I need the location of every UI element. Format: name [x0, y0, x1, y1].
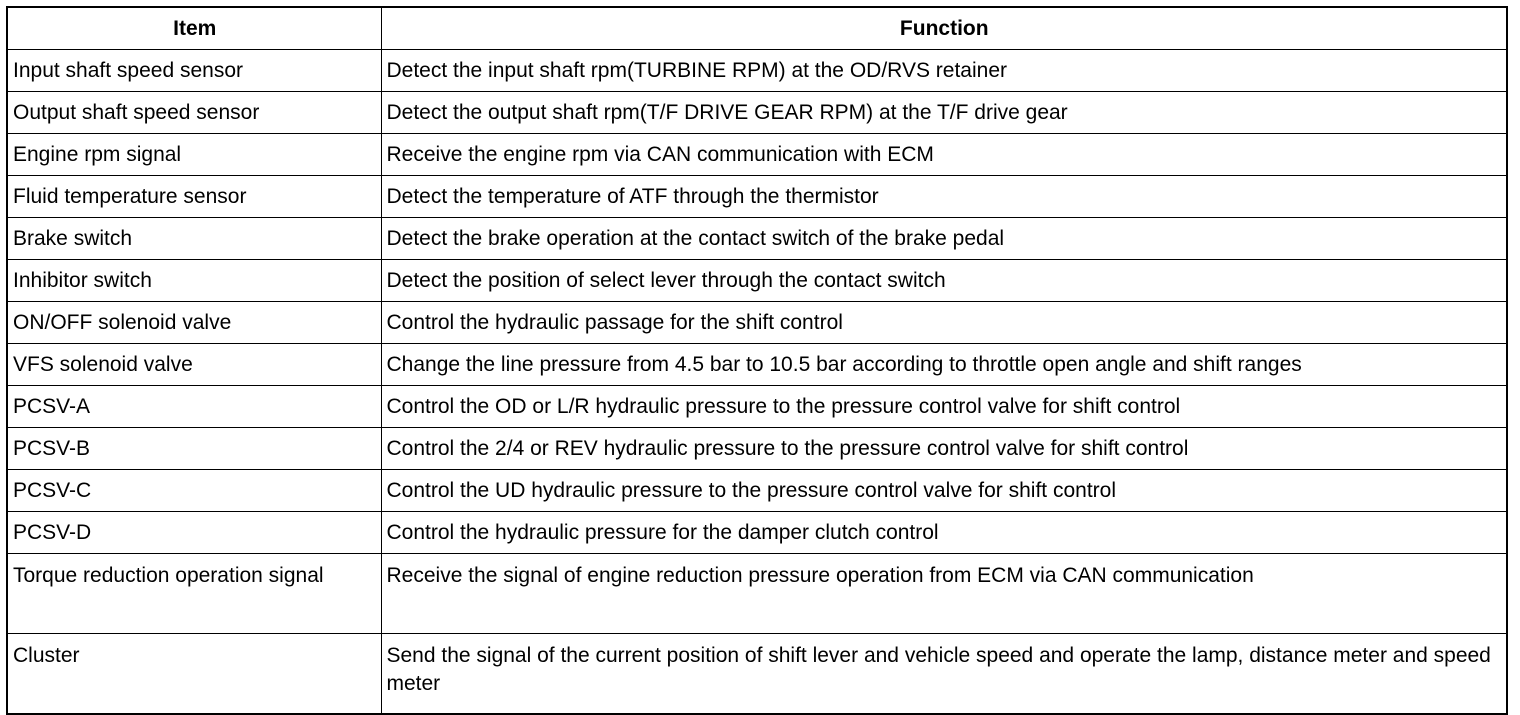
header-item: Item: [7, 7, 381, 50]
item-cell: VFS solenoid valve: [7, 344, 381, 386]
table-row: [7, 260, 1507, 302]
item-cell: Torque reduction operation signal: [7, 554, 381, 634]
header-row: [7, 7, 1507, 50]
table-row: [7, 470, 1507, 512]
function-cell: Detect the temperature of ATF through the thermistor: [381, 176, 1507, 218]
function-table: [6, 6, 1508, 715]
table-row: [7, 634, 1507, 715]
function-cell: Control the hydraulic passage for the shift control: [381, 302, 1507, 344]
item-cell: Output shaft speed sensor: [7, 92, 381, 134]
item-cell: PCSV-D: [7, 512, 381, 554]
table-row: [7, 554, 1507, 634]
table-row: [7, 428, 1507, 470]
table-row: [7, 92, 1507, 134]
table-row: [7, 134, 1507, 176]
function-cell: Detect the input shaft rpm(TURBINE RPM) at the OD/RVS retainer: [381, 50, 1507, 92]
item-cell: PCSV-C: [7, 470, 381, 512]
item-cell: Cluster: [7, 634, 381, 715]
table-row: [7, 218, 1507, 260]
item-cell: Fluid temperature sensor: [7, 176, 381, 218]
item-cell: Input shaft speed sensor: [7, 50, 381, 92]
item-cell: Engine rpm signal: [7, 134, 381, 176]
table-row: [7, 302, 1507, 344]
table-row: [7, 50, 1507, 92]
item-cell: ON/OFF solenoid valve: [7, 302, 381, 344]
item-cell: PCSV-A: [7, 386, 381, 428]
function-cell: Change the line pressure from 4.5 bar to 10.5 bar according to throttle open angle and shift ranges: [381, 344, 1507, 386]
table-row: [7, 386, 1507, 428]
table-row: [7, 176, 1507, 218]
table-row: [7, 344, 1507, 386]
function-cell: Detect the position of select lever through the contact switch: [381, 260, 1507, 302]
function-cell: Receive the signal of engine reduction pressure operation from ECM via CAN communication: [381, 554, 1507, 634]
function-cell: Receive the engine rpm via CAN communication with ECM: [381, 134, 1507, 176]
function-cell: Send the signal of the current position of shift lever and vehicle speed and operate the lamp, distance meter and speed meter: [381, 634, 1507, 715]
item-cell: Inhibitor switch: [7, 260, 381, 302]
function-cell: Control the OD or L/R hydraulic pressure to the pressure control valve for shift control: [381, 386, 1507, 428]
function-cell: Detect the output shaft rpm(T/F DRIVE GEAR RPM) at the T/F drive gear: [381, 92, 1507, 134]
function-cell: Detect the brake operation at the contact switch of the brake pedal: [381, 218, 1507, 260]
function-cell: Control the hydraulic pressure for the damper clutch control: [381, 512, 1507, 554]
item-cell: PCSV-B: [7, 428, 381, 470]
function-cell: Control the UD hydraulic pressure to the pressure control valve for shift control: [381, 470, 1507, 512]
item-cell: Brake switch: [7, 218, 381, 260]
table-row: [7, 512, 1507, 554]
function-cell: Control the 2/4 or REV hydraulic pressure to the pressure control valve for shift control: [381, 428, 1507, 470]
header-function: Function: [381, 7, 1507, 50]
